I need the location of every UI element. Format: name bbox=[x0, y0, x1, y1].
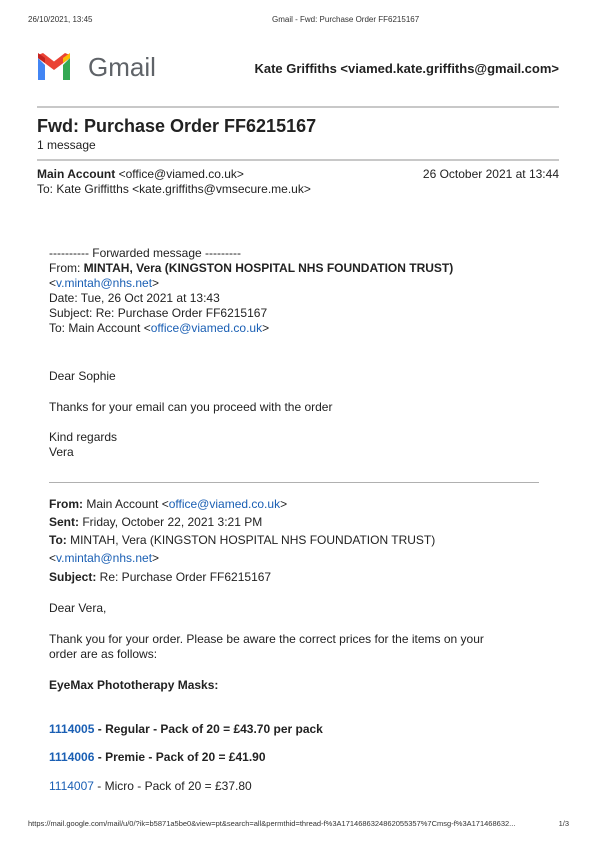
product-code-link[interactable]: 1114006 bbox=[49, 750, 95, 764]
print-footer-url: https://mail.google.com/mail/u/0/?ik=b5871a5be0&view=pt&search=all&permthid=thread-f%3A1714686324862055357%7Cmsg-f%3A171468632... bbox=[28, 819, 516, 828]
quoted-to-text: MINTAH, Vera (KINGSTON HOSPITAL NHS FOUNDATION TRUST) bbox=[66, 533, 436, 547]
header-divider bbox=[37, 106, 559, 108]
print-title: Gmail - Fwd: Purchase Order FF6215167 bbox=[272, 15, 420, 24]
gmail-logo-icon bbox=[36, 52, 72, 82]
product-code-link[interactable]: 1114005 bbox=[49, 722, 95, 736]
reply-sign-off: Kind regards bbox=[49, 430, 118, 444]
sender-name: Main Account bbox=[37, 167, 116, 181]
quote-divider bbox=[49, 482, 539, 483]
quoted-to bbox=[49, 533, 435, 547]
product-description: - Premie - Pack of 20 = £41.90 bbox=[94, 750, 266, 764]
product-item bbox=[49, 722, 323, 736]
quoted-paragraph-line-1: Thank you for your order. Please be aware the correct prices for the items on your bbox=[49, 632, 484, 646]
message-to: To: Kate Griffitths <kate.griffiths@vmsecure.me.uk> bbox=[37, 182, 311, 196]
bracket-close: > bbox=[152, 276, 160, 290]
sender-email: <office@viamed.co.uk> bbox=[118, 167, 244, 181]
bracket-close: > bbox=[152, 551, 160, 565]
quoted-from bbox=[49, 497, 287, 511]
quoted-sent-text: Friday, October 22, 2021 3:21 PM bbox=[79, 515, 263, 529]
bracket-open: < bbox=[49, 276, 57, 290]
message-sender bbox=[37, 167, 244, 181]
forwarded-from-name: MINTAH, Vera (KINGSTON HOSPITAL NHS FOUNDATION TRUST) bbox=[83, 261, 454, 275]
quoted-subject-label: Subject: bbox=[49, 570, 97, 584]
subject-divider bbox=[37, 159, 559, 161]
forwarded-subject: Subject: Re: Purchase Order FF6215167 bbox=[49, 306, 268, 320]
quoted-from-text: Main Account < bbox=[83, 497, 169, 511]
message-count: 1 message bbox=[37, 138, 96, 152]
print-datetime: 26/10/2021, 13:45 bbox=[28, 15, 93, 24]
forwarded-marker: ---------- Forwarded message --------- bbox=[49, 246, 241, 260]
forwarded-date: Date: Tue, 26 Oct 2021 at 13:43 bbox=[49, 291, 220, 305]
quoted-sent-label: Sent: bbox=[49, 515, 79, 529]
forwarded-to-label: To: Main Account < bbox=[49, 321, 151, 335]
quoted-from-label: From: bbox=[49, 497, 83, 511]
forwarded-from-email-link[interactable]: v.mintah@nhs.net bbox=[56, 276, 153, 290]
quoted-to-email-link[interactable]: v.mintah@nhs.net bbox=[56, 551, 153, 565]
forwarded-from bbox=[49, 261, 453, 275]
message-date: 26 October 2021 at 13:44 bbox=[422, 167, 559, 181]
quoted-to-label: To: bbox=[49, 533, 67, 547]
quoted-sent bbox=[49, 515, 262, 529]
product-item bbox=[49, 779, 252, 793]
product-description: - Micro - Pack of 20 = £37.80 bbox=[93, 779, 252, 793]
quoted-greeting: Dear Vera, bbox=[49, 601, 107, 615]
product-item bbox=[49, 750, 266, 764]
bracket-close: > bbox=[280, 497, 288, 511]
account-user: Kate Griffiths <viamed.kate.griffiths@gmail.com> bbox=[254, 61, 559, 76]
forwarded-from-email-line bbox=[49, 276, 159, 290]
thread-subject: Fwd: Purchase Order FF6215167 bbox=[37, 116, 317, 136]
bracket-close: > bbox=[262, 321, 270, 335]
product-description: - Regular - Pack of 20 = £43.70 per pack bbox=[94, 722, 323, 736]
quoted-to-email-line bbox=[49, 551, 159, 565]
reply-line: Thanks for your email can you proceed with the order bbox=[49, 400, 333, 414]
forwarded-from-label: From: bbox=[49, 261, 84, 275]
reply-greeting: Dear Sophie bbox=[49, 369, 116, 383]
quoted-subject bbox=[49, 570, 271, 584]
reply-signature: Vera bbox=[49, 445, 74, 459]
quoted-from-email-link[interactable]: office@viamed.co.uk bbox=[168, 497, 281, 511]
product-section-heading: EyeMax Phototherapy Masks: bbox=[49, 678, 219, 692]
print-page-number: 1/3 bbox=[558, 819, 569, 828]
quoted-paragraph-line-2: order are as follows: bbox=[49, 647, 158, 661]
gmail-logo-text: Gmail bbox=[88, 52, 156, 82]
bracket-open: < bbox=[49, 551, 57, 565]
product-code-link[interactable]: 1114007 bbox=[49, 779, 94, 793]
quoted-subject-text: Re: Purchase Order FF6215167 bbox=[96, 570, 272, 584]
forwarded-to bbox=[49, 321, 269, 335]
forwarded-to-email-link[interactable]: office@viamed.co.uk bbox=[150, 321, 263, 335]
